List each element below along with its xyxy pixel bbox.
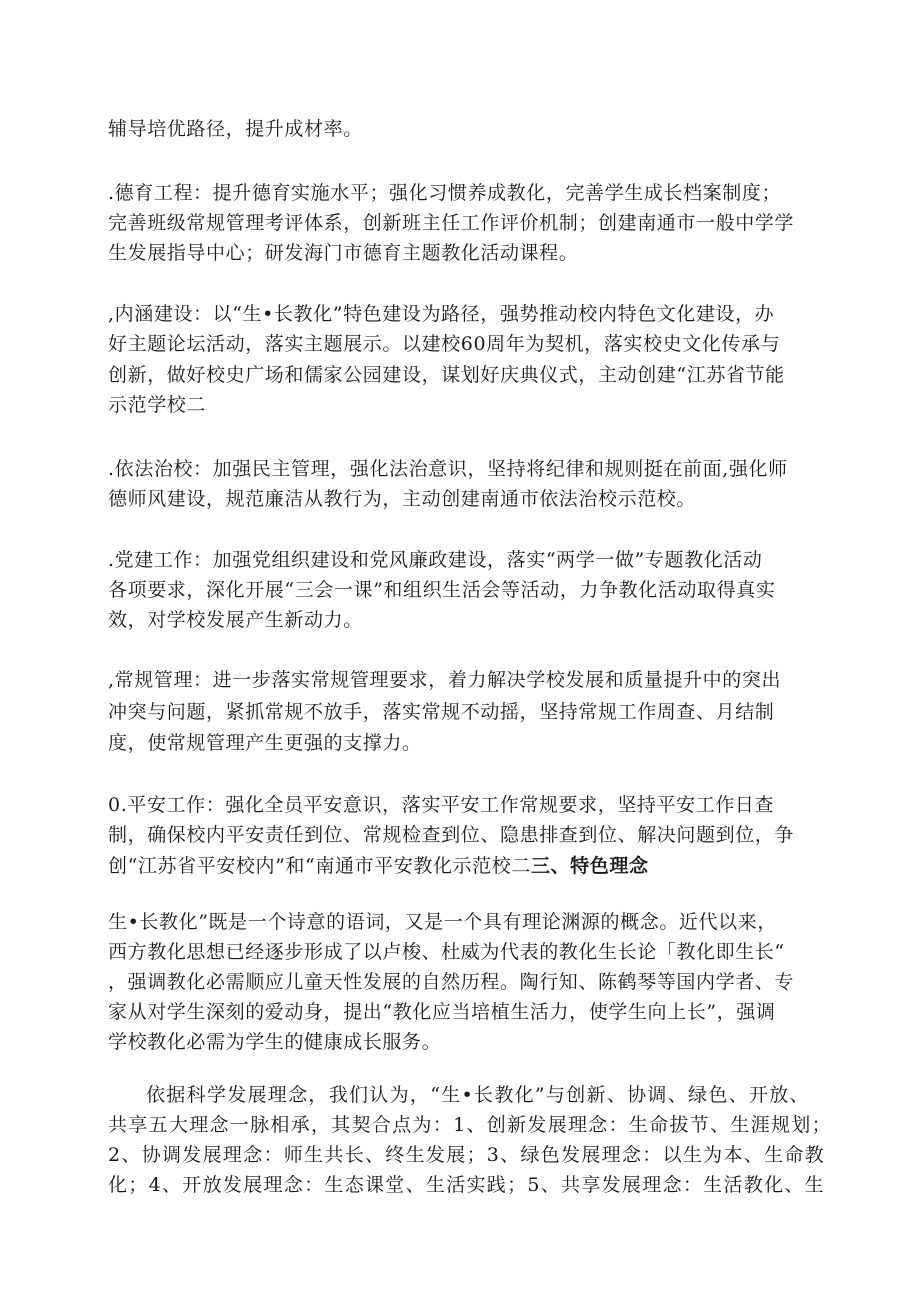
text-line: ，强调教化必需顺应儿童天性发展的自然历程。陶行知、陈鹤琴等国内学者、专 xyxy=(108,971,795,993)
section-heading-featured-concept: 三、特色理念 xyxy=(530,855,649,877)
text-line: 示范学校二 xyxy=(108,394,207,416)
text-line: 依据科学发展理念，我们认为，“生•长教化”与创新、协调、绿色、开放、 xyxy=(146,1084,810,1106)
text-line: 生•长教化”既是一个诗意的语词，又是一个具有理论渊源的概念。近代以来， xyxy=(108,911,777,933)
text-line: 各项要求，深化开展“三会一课”和组织生活会等活动，力争教化活动取得真实 xyxy=(108,579,776,601)
text-line: 创新，做好校史广场和儒家公园建设，谋划好庆典仪式，主动创建“江苏省节能 xyxy=(108,364,785,386)
text-line xyxy=(108,854,649,878)
text-line: 好主题论坛活动，落实主题展示。以建校60周年为契机，落实校史文化传承与 xyxy=(108,333,781,355)
text-line: 度，使常规管理产生更强的支撑力。 xyxy=(108,732,422,754)
section-rule-of-law: .依法治校：加强民主管理，强化法治意识，坚持将纪律和规则挺在前面,强化师 xyxy=(108,458,788,480)
text-line: 德师风建设，规范廉洁从教行为，主动创建南通市依法治校示范校。 xyxy=(108,488,697,510)
text-line: 冲突与问题，紧抓常规不放手，落实常规不动摇，坚持常规工作周查、月结制 xyxy=(108,701,775,723)
text-line: 共享五大理念一脉相承，其契合点为：1、创新发展理念：生命拔节、生涯规划； xyxy=(108,1114,832,1136)
section-safety-work: 0.平安工作：强化全员平安意识，落实平安工作常规要求，坚持平安工作日查 xyxy=(108,794,775,816)
text-line: 学校教化必需为学生的健康成长服务。 xyxy=(108,1031,442,1053)
text-line: 化；4、开放发展理念：生态课堂、生活实践；5、共享发展理念：生活教化、生 xyxy=(108,1174,825,1196)
text-line: 制，确保校内平安责任到位、常规检查到位、隐患排查到位、解决问题到位，争 xyxy=(108,824,795,846)
text-line-body: 创“江苏省平安校内”和“南通市平安教化示范校二 xyxy=(108,855,531,877)
section-party-building: .党建工作：加强党组织建设和党风廉政建设，落实“两学一做”专题教化活动 xyxy=(108,549,763,571)
text-line: 效，对学校发展产生新动力。 xyxy=(108,609,363,631)
text-line: 家从对学生深刻的爱动身，提出“教化应当培植生活力，使学生向上长”，强调 xyxy=(108,1001,776,1023)
text-line: 西方教化思想已经逐步形成了以卢梭、杜威为代表的教化生长论「教化即生长“ xyxy=(108,941,785,963)
section-connotation-construction: ,内涵建设：以“生•长教化”特色建设为路径，强势推动校内特色文化建设，办 xyxy=(108,303,775,325)
text-line: 完善班级常规管理考评体系，创新班主任工作评价机制；创建南通市一般中学学 xyxy=(108,212,795,234)
section-routine-management: ,常规管理：进一步落实常规管理要求，着力解决学校发展和质量提升中的突出 xyxy=(108,669,782,691)
section-moral-education: .德育工程：提升德育实施水平；强化习惯养成教化，完善学生成长档案制度； xyxy=(108,182,782,204)
text-line: 生发展指导中心；研发海门市德育主题教化活动课程。 xyxy=(108,242,579,264)
text-line: 辅导培优路径，提升成材率。 xyxy=(108,118,363,140)
text-line: 2、协调发展理念：师生共长、终生发展；3、绿色发展理念：以生为本、生命教 xyxy=(108,1144,825,1166)
